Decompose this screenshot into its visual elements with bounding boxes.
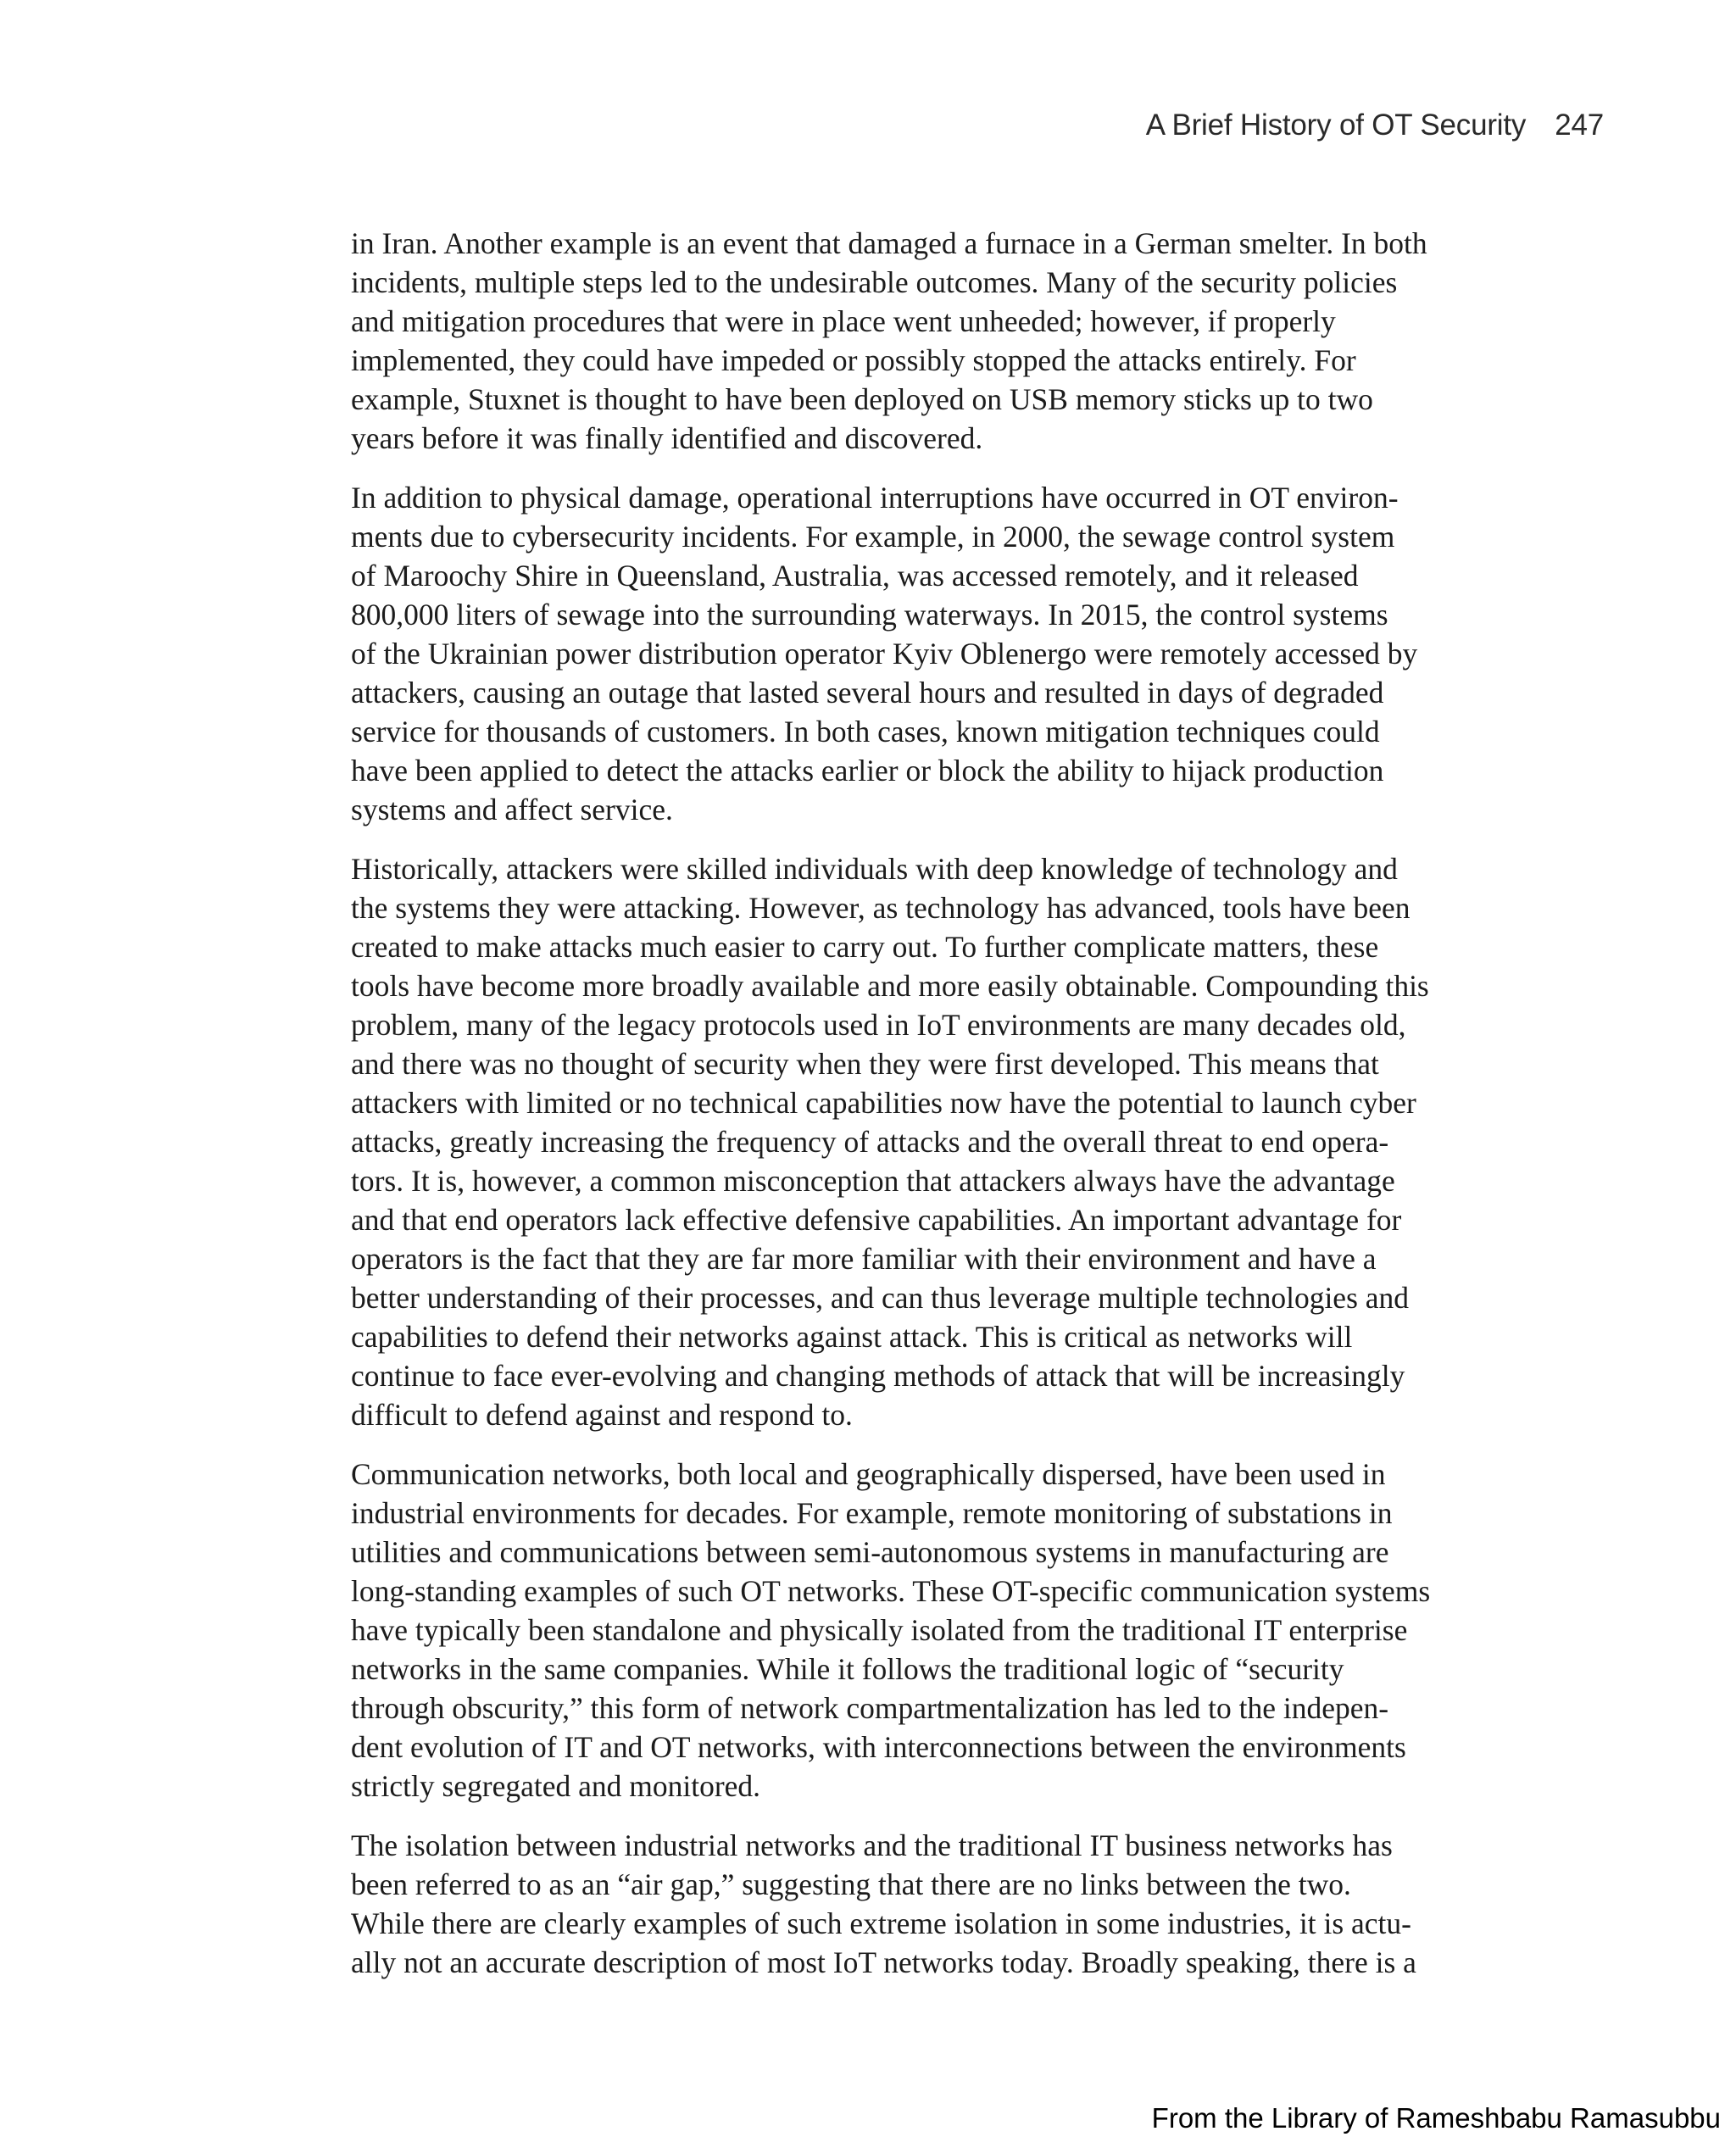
text-line: of Maroochy Shire in Queensland, Australia, was accessed remotely, and it released bbox=[351, 559, 1359, 593]
text-line: have been applied to detect the attacks earlier or block the ability to hijack production bbox=[351, 754, 1384, 787]
text-line: and mitigation procedures that were in place went unheeded; however, if properly bbox=[351, 304, 1336, 338]
text-line: years before it was finally identified and discovered. bbox=[351, 421, 983, 455]
text-line: better understanding of their processes, and can thus leverage multiple technologies and bbox=[351, 1281, 1410, 1315]
running-title: A Brief History of OT Security bbox=[1145, 109, 1527, 142]
text-line: been referred to as an “air gap,” suggesting that there are no links between the two. bbox=[351, 1867, 1351, 1901]
text-line: tors. It is, however, a common misconception that attackers always have the advantage bbox=[351, 1164, 1395, 1198]
text-line: strictly segregated and monitored. bbox=[351, 1769, 761, 1803]
text-line: created to make attacks much easier to carry out. To further complicate matters, these bbox=[351, 930, 1379, 964]
text-line: the systems they were attacking. However, as technology has advanced, tools have been bbox=[351, 891, 1410, 925]
text-line: attackers, causing an outage that lasted several hours and resulted in days of degraded bbox=[351, 676, 1384, 710]
text-line: long-standing examples of such OT networks. These OT-specific communication systems bbox=[351, 1574, 1431, 1608]
paragraph-1 bbox=[351, 224, 1488, 458]
text-line: have typically been standalone and physically isolated from the traditional IT enterprise bbox=[351, 1613, 1408, 1647]
text-line: and that end operators lack effective defensive capabilities. An important advantage for bbox=[351, 1203, 1402, 1237]
text-line: continue to face ever-evolving and changing methods of attack that will be increasingly bbox=[351, 1359, 1405, 1393]
text-line: Historically, attackers were skilled individuals with deep knowledge of technology and bbox=[351, 852, 1398, 886]
paragraph-3 bbox=[351, 849, 1488, 1434]
text-line: tools have become more broadly available and more easily obtainable. Compounding this bbox=[351, 969, 1429, 1003]
body-text bbox=[351, 224, 1488, 2002]
text-line: The isolation between industrial networks and the traditional IT business networks has bbox=[351, 1828, 1393, 1862]
text-line: ally not an accurate description of most IoT networks today. Broadly speaking, there is a bbox=[351, 1945, 1416, 1979]
text-line: ments due to cybersecurity incidents. For example, in 2000, the sewage control system bbox=[351, 520, 1395, 554]
text-line: of the Ukrainian power distribution operator Kyiv Oblenergo were remotely accessed by bbox=[351, 637, 1418, 671]
text-line: utilities and communications between semi-autonomous systems in manufacturing are bbox=[351, 1535, 1389, 1569]
text-line: industrial environments for decades. For example, remote monitoring of substations in bbox=[351, 1496, 1393, 1530]
text-line: service for thousands of customers. In both cases, known mitigation techniques could bbox=[351, 715, 1380, 748]
running-header bbox=[1146, 109, 1604, 142]
text-line: systems and affect service. bbox=[351, 793, 673, 826]
text-line: problem, many of the legacy protocols used in IoT environments are many decades old, bbox=[351, 1008, 1406, 1042]
text-line: In addition to physical damage, operational interruptions have occurred in OT environ- bbox=[351, 481, 1399, 515]
text-line: difficult to defend against and respond to. bbox=[351, 1398, 853, 1432]
text-line: Communication networks, both local and geographically dispersed, have been used in bbox=[351, 1457, 1386, 1491]
text-line: incidents, multiple steps led to the undesirable outcomes. Many of the security policies bbox=[351, 265, 1398, 299]
text-line: through obscurity,” this form of network compartmentalization has led to the indepen- bbox=[351, 1691, 1389, 1725]
text-line: and there was no thought of security when they were first developed. This means that bbox=[351, 1047, 1379, 1081]
paragraph-2 bbox=[351, 478, 1488, 829]
text-line: 800,000 liters of sewage into the surrounding waterways. In 2015, the control systems bbox=[351, 598, 1388, 632]
paragraph-4 bbox=[351, 1455, 1488, 1806]
text-line: example, Stuxnet is thought to have been deployed on USB memory sticks up to two bbox=[351, 382, 1373, 416]
paragraph-5 bbox=[351, 1826, 1488, 1982]
page-number: 247 bbox=[1555, 109, 1604, 142]
text-line: networks in the same companies. While it follows the traditional logic of “security bbox=[351, 1652, 1344, 1686]
text-line: capabilities to defend their networks against attack. This is critical as networks will bbox=[351, 1320, 1353, 1354]
library-watermark: From the Library of Rameshbabu Ramasubbu bbox=[1151, 2102, 1721, 2134]
text-line: operators is the fact that they are far more familiar with their environment and have a bbox=[351, 1242, 1377, 1276]
text-line: implemented, they could have impeded or possibly stopped the attacks entirely. For bbox=[351, 343, 1356, 377]
text-line: dent evolution of IT and OT networks, with interconnections between the environments bbox=[351, 1730, 1406, 1764]
text-line: in Iran. Another example is an event that damaged a furnace in a German smelter. In both bbox=[351, 226, 1427, 260]
text-line: attacks, greatly increasing the frequency of attacks and the overall threat to end opera- bbox=[351, 1125, 1389, 1159]
text-line: While there are clearly examples of such extreme isolation in some industries, it is actu- bbox=[351, 1906, 1411, 1940]
text-line: attackers with limited or no technical capabilities now have the potential to launch cyber bbox=[351, 1086, 1416, 1120]
